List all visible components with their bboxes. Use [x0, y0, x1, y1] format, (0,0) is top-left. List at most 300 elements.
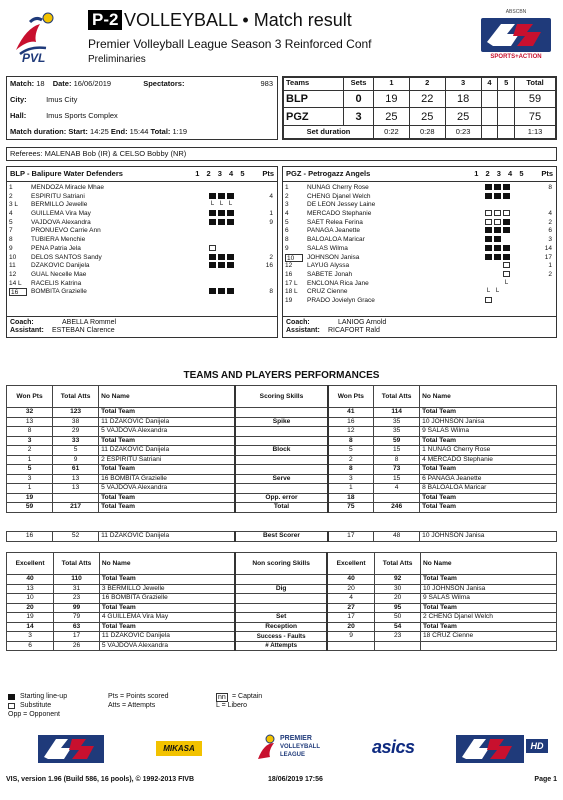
player-name: ENCLONA Rica Jane: [307, 279, 369, 287]
player-row: [7, 288, 277, 297]
skill-label: # Attempts: [235, 641, 327, 651]
player-points: 2: [269, 253, 273, 261]
right-attempts: 23: [375, 632, 421, 642]
player-number: 12: [9, 270, 17, 278]
legend-substitute: Substitute: [20, 702, 52, 709]
left-count: 14: [7, 622, 54, 632]
left-player: 11 DZAKOVIC Danijela: [99, 532, 236, 542]
player-name: BOMBITA Grazielle: [31, 288, 87, 296]
sports-action-logo: [36, 729, 106, 769]
stat-row: [7, 484, 557, 494]
right-player: Total Team: [421, 603, 557, 613]
right-player: 10 JOHNSON Janisa: [420, 532, 557, 542]
skill-label: Dig: [235, 584, 327, 594]
player-sets: [209, 193, 236, 199]
starter-mark: [494, 184, 501, 190]
right-count: 16: [328, 417, 374, 427]
right-attempts: 8: [374, 455, 420, 465]
left-count: 19: [7, 493, 53, 503]
player-row: [283, 210, 556, 219]
left-count: 19: [7, 613, 54, 623]
player-sets: [485, 280, 512, 286]
header-cell: No Name: [421, 553, 557, 575]
player-sets: [485, 184, 512, 190]
left-player: Total Team: [99, 465, 236, 475]
player-name: BALOALOA Maricar: [307, 236, 365, 244]
left-count: 1: [7, 455, 53, 465]
legend-captain: = Captain: [232, 693, 263, 700]
player-sets: [485, 297, 494, 303]
left-count: 2: [7, 446, 53, 456]
starter-mark: [494, 245, 501, 251]
skill-label: Set: [235, 613, 327, 623]
legend-captain-box: nn: [218, 694, 226, 701]
total-time: 1:19: [172, 127, 188, 136]
header-cell: No Name: [420, 386, 557, 408]
stat-row: [7, 408, 557, 418]
roster-team-b: [282, 166, 557, 338]
starter-mark: [503, 227, 510, 233]
right-count: 9: [327, 632, 375, 642]
scoreboard-header: Teams Sets 1 2 3 4 5 Total: [284, 78, 556, 91]
player-points: 4: [269, 192, 273, 200]
player-row: [7, 262, 277, 271]
starter-mark: [494, 227, 501, 233]
page-title: VOLLEYBALL • Match result: [124, 10, 352, 30]
stat-row: [7, 622, 557, 632]
left-attempts: 38: [53, 417, 99, 427]
player-name: PRONUEVO Carrie Ann: [31, 227, 101, 235]
right-attempts: 246: [374, 503, 420, 513]
score-row-team-a: BLP 0 19 22 18 59: [284, 90, 556, 108]
end-time: 15:44: [129, 127, 149, 136]
set-duration-row: Set duration 0:22 0:28 0:23 1:13: [284, 126, 556, 139]
player-row: [7, 193, 277, 202]
player-name: JOHNSON Janisa: [307, 253, 360, 261]
player-number: 11: [9, 262, 16, 270]
left-count: 59: [7, 503, 53, 513]
left-player: Total Team: [99, 436, 236, 446]
spectators-count: 983: [260, 79, 273, 88]
player-number: 14 L: [9, 279, 22, 287]
sets-header: 1 2 3 4 5: [195, 169, 247, 178]
right-player: Total Team: [421, 575, 557, 585]
player-number: 16: [285, 270, 293, 278]
header-cell: Excellent: [327, 553, 375, 575]
header-cell: Total Atts: [54, 553, 100, 575]
player-row: [283, 236, 556, 245]
right-attempts: 54: [375, 622, 421, 632]
starter-mark: [209, 193, 216, 199]
left-attempts: 99: [54, 603, 100, 613]
right-attempts: 30: [375, 584, 421, 594]
right-player: 18 CRUZ Cienne: [421, 632, 557, 642]
player-number: 9: [285, 244, 289, 252]
left-player: 5 VAJDOVA Alexandra: [99, 484, 236, 494]
player-number: 6: [285, 227, 289, 235]
player-number: 8: [285, 236, 289, 244]
left-attempts: 61: [53, 465, 99, 475]
left-count: 32: [7, 408, 53, 418]
sports-action-hd-logo: HD: [454, 729, 550, 769]
assistant-name: ESTEBAN Clarence: [52, 327, 115, 335]
libero-mark: L: [210, 201, 215, 208]
player-sets: [485, 271, 512, 277]
substitute-swatch: [8, 703, 15, 709]
legend-attempts: Atts = Attempts: [108, 702, 156, 709]
player-name: CHENG Djanel Welch: [307, 192, 371, 200]
stat-row: [7, 427, 557, 437]
right-attempts: 73: [374, 465, 420, 475]
player-sets: [485, 210, 512, 216]
left-attempts: 29: [53, 427, 99, 437]
player-name: DZAKOVIC Danijela: [31, 262, 90, 270]
right-player: Total Team: [420, 503, 557, 513]
skill-label: [235, 408, 327, 418]
stat-row: [7, 632, 557, 642]
starter-mark: [209, 254, 216, 260]
starter-mark: [485, 184, 492, 190]
left-count: 8: [7, 427, 53, 437]
empty-mark: [485, 262, 492, 268]
right-attempts: [374, 493, 420, 503]
player-name: VAJDOVA Alexandra: [31, 218, 91, 226]
match-date: 16/06/2019: [73, 79, 112, 88]
coach-name: ABELLA Rommel: [62, 319, 117, 326]
player-number: 1: [9, 184, 13, 191]
player-points: 17: [544, 253, 552, 261]
right-player: 6 PANAGA Jeanette: [420, 474, 557, 484]
player-points: 2: [548, 270, 552, 278]
empty-mark: [494, 271, 501, 277]
player-sets: [485, 193, 512, 199]
right-player: 10 JOHNSON Janisa: [421, 584, 557, 594]
player-number: 8: [9, 236, 13, 244]
starter-mark: [218, 288, 225, 294]
player-name: ESPIRITU Satriani: [31, 192, 85, 200]
left-count: 1: [7, 484, 53, 494]
phase: Preliminaries: [88, 54, 146, 65]
start-label: Start:: [68, 127, 88, 136]
footer-date: 18/06/2019 17:56: [268, 776, 323, 783]
right-attempts: 48: [374, 532, 420, 542]
player-sets: [209, 254, 236, 260]
player-sets: [485, 254, 512, 260]
player-row: [283, 288, 556, 297]
player-number: 4: [9, 210, 13, 218]
starter-mark: [485, 254, 492, 260]
left-attempts: 17: [54, 632, 100, 642]
empty-mark: [494, 262, 501, 268]
player-row: [7, 271, 277, 280]
player-name: PANAGA Jeanette: [307, 227, 360, 235]
referees: Referees: MALENAB Bob (IR) & CELSO Bobby (NR): [6, 147, 557, 161]
right-attempts: 35: [374, 427, 420, 437]
left-attempts: 52: [53, 532, 99, 542]
empty-mark: [485, 271, 492, 277]
right-attempts: 35: [374, 417, 420, 427]
player-number: 18 L: [285, 288, 298, 296]
starter-mark: [218, 193, 225, 199]
right-player: Total Team: [420, 408, 557, 418]
left-attempts: 63: [54, 622, 100, 632]
player-sets: [485, 262, 512, 268]
player-number: 5: [9, 218, 13, 226]
skill-label: Opp. error: [235, 493, 327, 503]
starter-mark: [218, 219, 225, 225]
stat-row: [7, 446, 557, 456]
player-row: [7, 201, 277, 210]
legend-libero: L = Libero: [216, 702, 248, 709]
left-attempts: 23: [54, 594, 100, 604]
starter-mark: [485, 193, 492, 199]
skill-label: [235, 603, 327, 613]
empty-mark: [485, 280, 492, 286]
starter-mark: [494, 254, 501, 260]
player-points: 1: [548, 262, 552, 270]
player-points: 6: [548, 227, 552, 235]
left-player: Total Team: [99, 493, 236, 503]
right-player: Total Team: [420, 436, 557, 446]
sports-action-emblem: [481, 18, 551, 52]
right-attempts: [375, 641, 421, 651]
player-points: 9: [269, 218, 273, 226]
right-player: 10 JOHNSON Janisa: [420, 417, 557, 427]
pvl-logo: [6, 10, 68, 68]
stat-header-row: [7, 386, 557, 408]
right-count: 17: [327, 613, 375, 623]
player-points: 8: [269, 288, 273, 296]
player-name: PENA Patria Jela: [31, 244, 81, 252]
player-row: [7, 254, 277, 263]
player-name: DE LEON Jessey Laine: [307, 201, 376, 209]
libero-mark: L: [228, 201, 233, 208]
header-cell: No Name: [99, 386, 236, 408]
player-points: 14: [544, 244, 552, 252]
player-number: 10: [9, 253, 17, 261]
match-label: Match:: [10, 79, 35, 88]
player-row: [7, 219, 277, 228]
stat-row: [7, 465, 557, 475]
total-label: Total:: [150, 127, 171, 136]
player-row: [283, 193, 556, 202]
stat-row: [7, 575, 557, 585]
player-row: [283, 271, 556, 280]
player-name: MERCADO Stephanie: [307, 210, 372, 218]
left-count: 3: [7, 436, 53, 446]
coach-name: LANIOG Arnold: [338, 319, 387, 326]
performances-title: TEAMS AND PLAYERS PERFORMANCES: [183, 370, 380, 381]
player-name: LAYUG Alyssa: [307, 262, 350, 270]
header-cell: Won Pts: [328, 386, 374, 408]
starter-mark: [485, 227, 492, 233]
left-player: 11 DZAKOVIC Danijela: [99, 632, 235, 642]
player-points: 4: [548, 210, 552, 218]
starter-mark: [218, 254, 225, 260]
header-cell: No Name: [99, 553, 235, 575]
player-number: 17 L: [285, 279, 298, 287]
substitute-mark: [503, 271, 510, 277]
network-logo: [475, 10, 557, 68]
end-label: End:: [110, 127, 128, 136]
player-name: SALAS Wilma: [307, 244, 348, 252]
player-number: 16: [9, 288, 27, 296]
header-cell: Won Pts: [7, 386, 53, 408]
left-attempts: 33: [53, 436, 99, 446]
left-count: 5: [7, 465, 53, 475]
player-sets: [485, 227, 512, 233]
skill-label: [235, 436, 327, 446]
starter-mark: [209, 210, 216, 216]
player-name: NUNAG Cherry Rose: [307, 184, 369, 191]
player-number: 3: [285, 201, 289, 209]
score-row-team-b: PGZ 3 25 25 25 75: [284, 108, 556, 126]
starter-mark: [227, 288, 234, 294]
starter-mark: [494, 193, 501, 199]
right-player: Total Team: [420, 493, 557, 503]
pts-header: Pts: [262, 169, 274, 178]
left-player: Total Team: [99, 503, 236, 513]
skill-label: Serve: [235, 474, 327, 484]
player-row: [7, 227, 277, 236]
player-row: [283, 184, 556, 193]
right-count: 8: [328, 465, 374, 475]
right-player: 8 BALOALOA Maricar: [420, 484, 557, 494]
assistant-name: RICAFORT Rald: [328, 327, 380, 335]
start-time: 14:25: [90, 127, 109, 136]
left-attempts: 5: [53, 446, 99, 456]
player-sets: [485, 236, 503, 242]
network-logo-small: ABSCBN: [505, 9, 527, 15]
player-points: 16: [265, 262, 273, 270]
substitute-mark: [494, 210, 501, 216]
right-attempts: 50: [375, 613, 421, 623]
stat-header-row: [7, 553, 557, 575]
stat-row: [7, 455, 557, 465]
right-count: 41: [328, 408, 374, 418]
hall: Imus Sports Complex: [46, 111, 118, 120]
left-player: 16 BOMBITA Grazielle: [99, 474, 236, 484]
asics-logo: asics: [372, 737, 415, 757]
right-count: 20: [327, 622, 375, 632]
right-player: [421, 641, 557, 651]
player-row: [7, 184, 277, 193]
stat-row: [7, 603, 557, 613]
player-name: MENDOZA Miracle Mhae: [31, 184, 104, 191]
right-player: 9 SALAS Wilma: [420, 427, 557, 437]
header-cell: Total Atts: [53, 386, 99, 408]
right-attempts: 15: [374, 446, 420, 456]
right-count: 4: [327, 594, 375, 604]
libero-mark: L: [486, 288, 491, 295]
right-count: 75: [328, 503, 374, 513]
substitute-mark: [494, 219, 501, 225]
player-sets: [485, 288, 503, 294]
header-cell: Total Atts: [374, 386, 420, 408]
spectators-label: Spectators:: [143, 79, 185, 88]
player-row: [7, 236, 277, 245]
skill-label: Success - Faults: [235, 632, 327, 642]
pts-header: Pts: [541, 169, 553, 178]
skill-label: [235, 594, 327, 604]
header-cell: Total Atts: [375, 553, 421, 575]
libero-mark: L: [219, 201, 224, 208]
right-attempts: 95: [375, 603, 421, 613]
starter-mark: [485, 245, 492, 251]
player-number: 12: [285, 262, 293, 270]
player-points: 2: [548, 218, 552, 226]
non-scoring-skills-table: [6, 552, 557, 651]
right-attempts: 59: [374, 436, 420, 446]
player-points: 8: [548, 184, 552, 191]
stat-row: [7, 594, 557, 604]
team-b-name: PGZ - Petrogazz Angels: [286, 169, 371, 178]
player-name: GUAL Necelle Mae: [31, 270, 87, 278]
starter-mark: [503, 219, 510, 225]
player-row: [283, 262, 556, 271]
legend: [8, 693, 328, 720]
footer-version: VIS, version 1.96 (Build 586, 16 pools), © 1992-2013 FIVB: [6, 776, 195, 783]
left-attempts: 110: [54, 575, 100, 585]
left-count: 3: [7, 474, 53, 484]
right-player: 1 NUNAG Cherry Rose: [420, 446, 557, 456]
right-count: 27: [327, 603, 375, 613]
player-row: [283, 227, 556, 236]
skill-label: Spike: [235, 417, 327, 427]
left-count: 20: [7, 603, 54, 613]
right-count: 8: [328, 436, 374, 446]
network-logo-text: SPORTS+ACTION: [490, 54, 542, 60]
duration-label: Match duration:: [10, 127, 67, 136]
match-info: [6, 76, 278, 140]
player-number: 10: [285, 254, 303, 262]
left-player: 11 DZAKOVIC Danijela: [99, 446, 236, 456]
player-row: [283, 254, 556, 263]
stat-row: [7, 613, 557, 623]
player-number: 2: [285, 192, 289, 200]
stat-row: [7, 436, 557, 446]
right-player: 9 SALAS Wilma: [421, 594, 557, 604]
right-attempts: 92: [375, 575, 421, 585]
legend-starting: Starting line-up: [20, 693, 68, 700]
skill-header: Scoring Skills: [235, 386, 327, 408]
player-number: 19: [285, 296, 293, 304]
starter-mark: [227, 254, 234, 260]
header-cell: Excellent: [7, 553, 54, 575]
substitute-mark: [485, 297, 492, 303]
right-count: 5: [328, 446, 374, 456]
starter-mark: [494, 236, 501, 242]
sponsor-bar: [6, 725, 557, 773]
libero-mark: L: [504, 279, 509, 286]
substitute-mark: [485, 210, 492, 216]
stat-row: [7, 417, 557, 427]
starter-mark: [227, 219, 234, 225]
stat-row: [7, 584, 557, 594]
right-player: Total Team: [420, 465, 557, 475]
right-player: 2 CHENG Djanel Welch: [421, 613, 557, 623]
player-name: DELOS SANTOS Sandy: [31, 253, 102, 261]
skill-label: [235, 455, 327, 465]
form-code: P-2: [88, 10, 122, 30]
team-a-name: BLP - Balipure Water Defenders: [10, 169, 123, 178]
skill-label: [235, 484, 327, 494]
right-attempts: 20: [375, 594, 421, 604]
right-count: 1: [328, 484, 374, 494]
starter-mark: [503, 245, 510, 251]
left-attempts: 13: [53, 484, 99, 494]
pvl-logo-text: PVL: [22, 51, 46, 65]
